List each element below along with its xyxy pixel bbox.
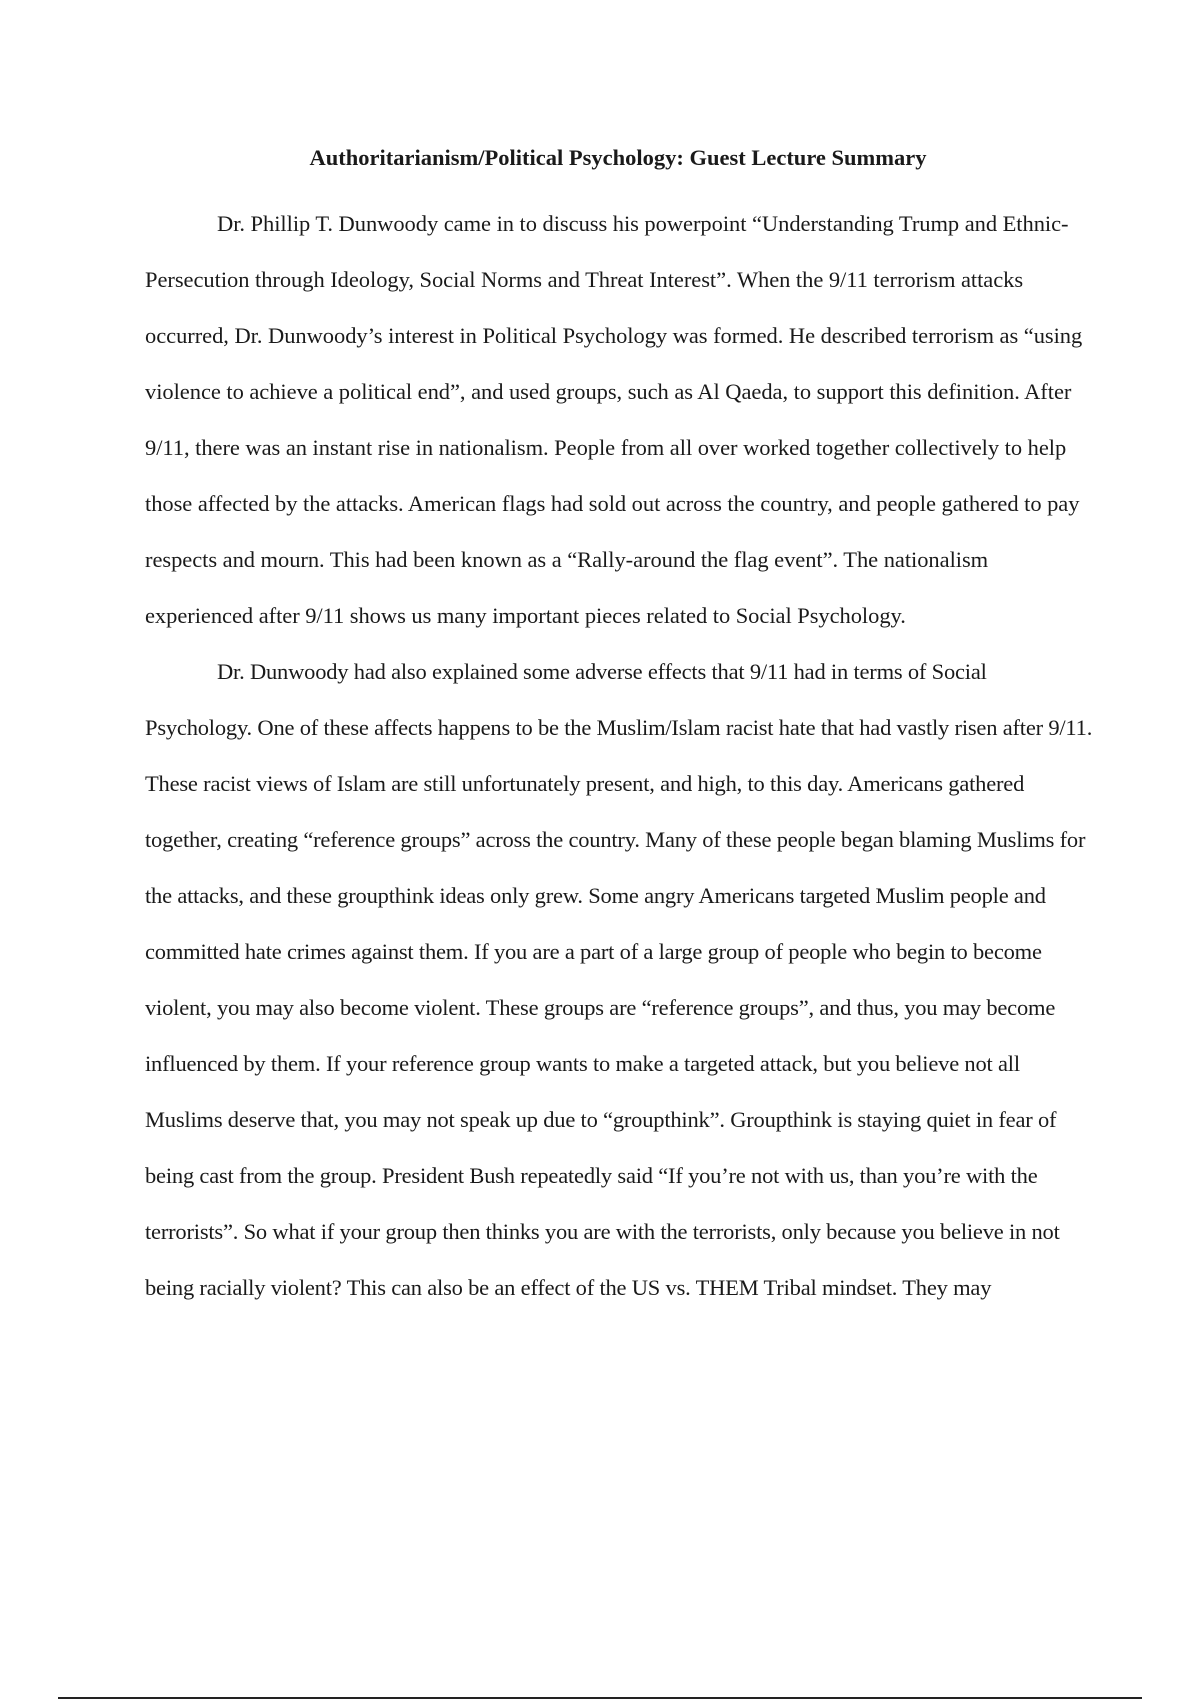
paragraph-2: Dr. Dunwoody had also explained some adverse effects that 9/11 had in terms of Social Psychology. One of these affects happens to be the Muslim/Islam racist hate that had vastly risen after 9/11. These racist views of Islam are still unfortunately present, and high, to this day. Americans gathered together, creating “reference groups” across the country. Many of these people began blaming Muslims for the attacks, and these groupthink ideas only grew. Some angry Americans targeted Muslim people and committed hate crimes against them. If you are a part of a large group of people who begin to become violent, you may also become violent. These groups are “reference groups”, and thus, you may become influenced by them. If your reference group wants to make a targeted attack, but you believe not all Muslims deserve that, you may not speak up due to “groupthink”. Groupthink is staying quiet in fear of being cast from the group. President Bush repeatedly said “If you’re not with us, than you’re with the terrorists”. So what if your group then thinks you are with the terrorists, only because you believe in not being racially violent? This can also be an effect of the US vs. THEM Tribal mindset. They may (145, 659, 1093, 1300)
page-bottom-rule (58, 1697, 1142, 1699)
document-body (145, 196, 1095, 1316)
paragraph-1: Dr. Phillip T. Dunwoody came in to discuss his powerpoint “Understanding Trump and Ethnic-Persecution through Ideology, Social Norms and Threat Interest”. When the 9/11 terrorism attacks occurred, Dr. Dunwoody’s interest in Political Psychology was formed. He described terrorism as “using violence to achieve a political end”, and used groups, such as Al Qaeda, to support this definition. After 9/11, there was an instant rise in nationalism. People from all over worked together collectively to help those affected by the attacks. American flags had sold out across the country, and people gathered to pay respects and mourn. This had been known as a “Rally-around the flag event”. The nationalism experienced after 9/11 shows us many important pieces related to Social Psychology. (145, 211, 1083, 628)
document-title: Authoritarianism/Political Psychology: Guest Lecture Summary (309, 145, 927, 170)
